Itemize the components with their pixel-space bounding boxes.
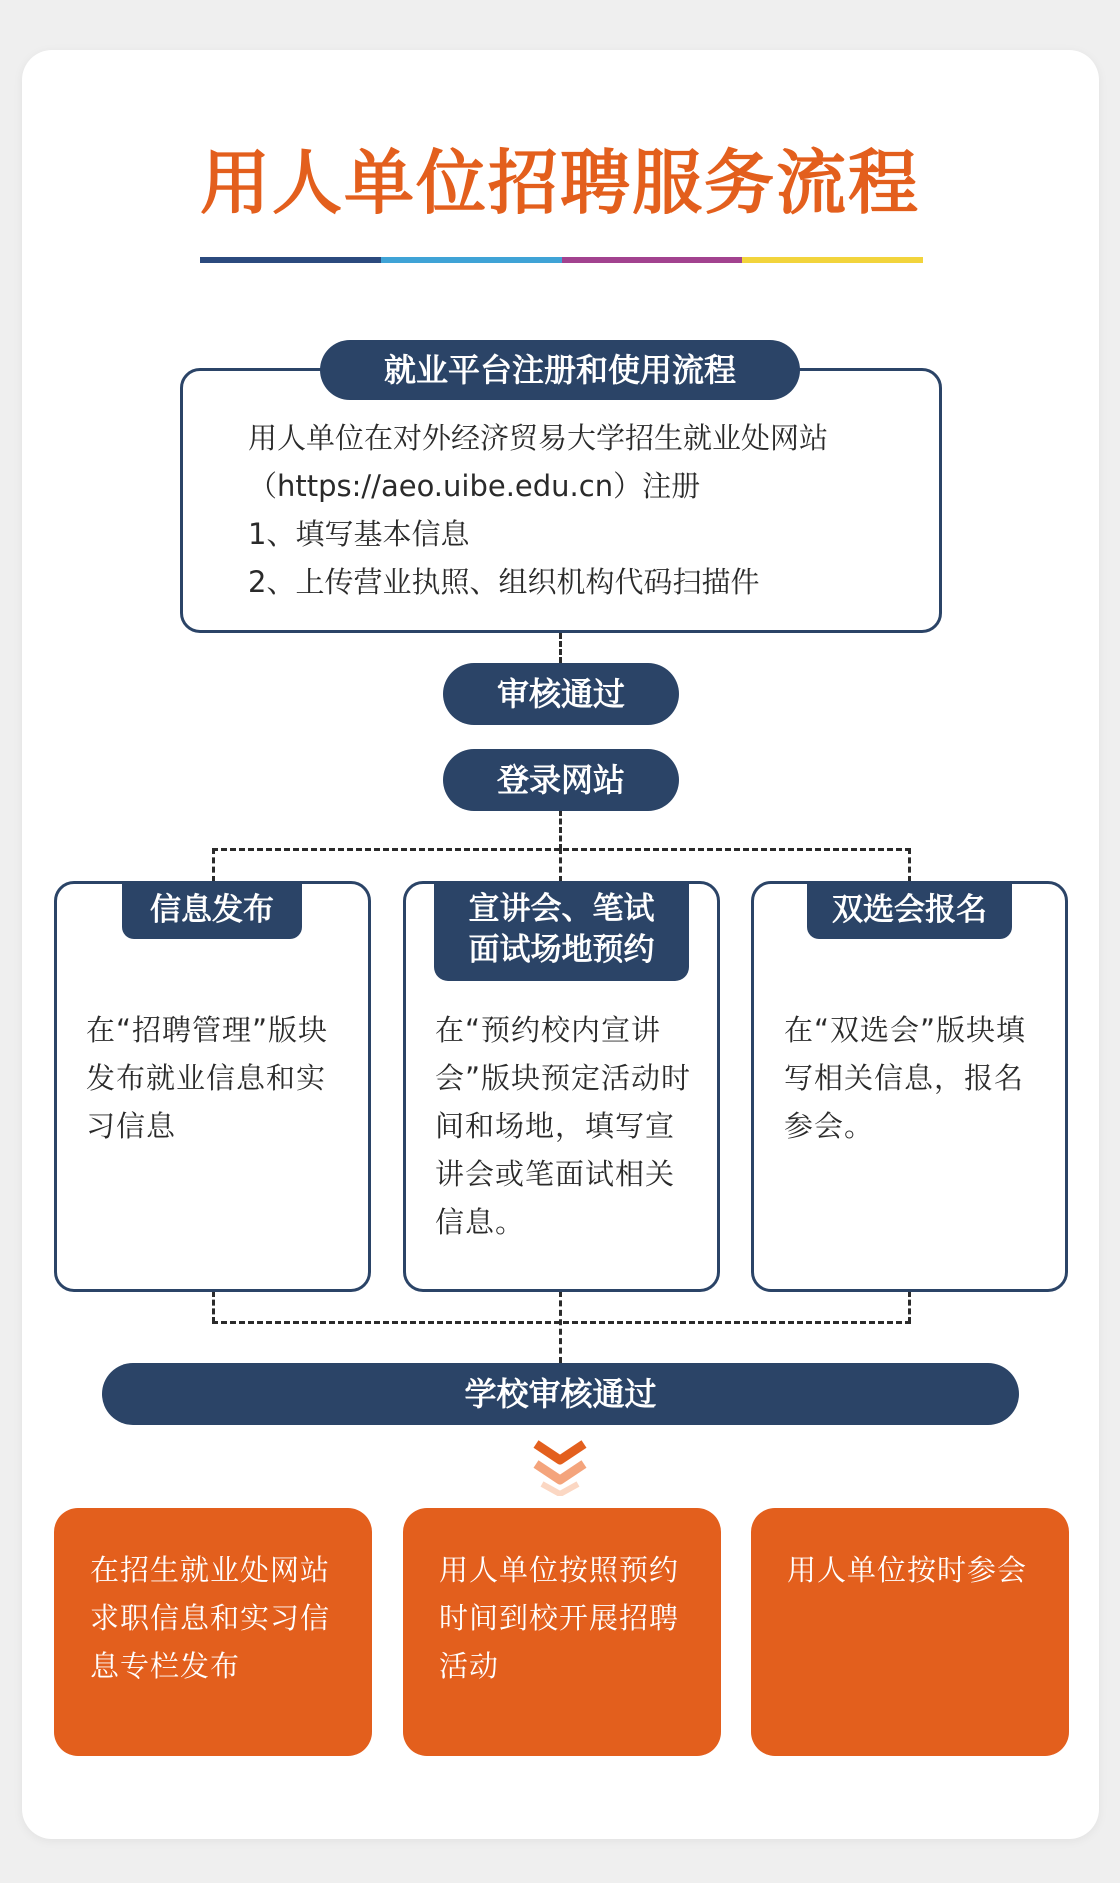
venue-booking-tab [434, 881, 689, 981]
venue-booking-tab-line: 宣讲会、笔试 [468, 891, 655, 927]
registration-line: 1、填写基本信息 [248, 517, 470, 551]
page-title: 用人单位招聘服务流程 [200, 142, 920, 224]
registration-line: （https://aeo.uibe.edu.cn）注册 [248, 469, 701, 503]
registration-line: 2、上传营业执照、组织机构代码扫描件 [248, 565, 760, 599]
info-publish-text: 在“招聘管理”版块发布就业信息和实习信息 [86, 1013, 329, 1143]
outcome-box: 用人单位按时参会 [751, 1508, 1069, 1756]
registration-text [248, 414, 828, 606]
outcome-box: 在招生就业处网站求职信息和实习信息专栏发布 [54, 1508, 372, 1756]
info-publish-tab: 信息发布 [122, 881, 302, 939]
connector-line [559, 810, 562, 850]
connector-line [559, 1291, 562, 1363]
registration-header: 就业平台注册和使用流程 [320, 340, 800, 400]
venue-booking-tab-line: 面试场地预约 [468, 932, 655, 968]
job-fair-tab: 双选会报名 [807, 881, 1012, 939]
outcome-box: 用人单位按照预约时间到校开展招聘活动 [403, 1508, 721, 1756]
connector-line [559, 848, 562, 882]
school-review-bar: 学校审核通过 [102, 1363, 1019, 1425]
connector-line [908, 848, 911, 882]
underline-segment [562, 257, 743, 263]
connector-line [559, 633, 562, 663]
connector-line [908, 1291, 911, 1323]
connector-line [212, 1291, 215, 1323]
underline-segment [200, 257, 381, 263]
login-pill: 登录网站 [443, 749, 679, 811]
underline-segment [381, 257, 562, 263]
connector-line [212, 848, 215, 882]
job-fair-text: 在“双选会”版块填写相关信息，报名参会。 [784, 1013, 1027, 1143]
title-underline [200, 257, 923, 263]
underline-segment [742, 257, 923, 263]
double-chevron-down-icon [530, 1438, 590, 1496]
review-passed-pill: 审核通过 [443, 663, 679, 725]
venue-booking-text: 在“预约校内宣讲会”版块预定活动时间和场地，填写宣讲会或笔面试相关信息。 [435, 1013, 692, 1239]
registration-line: 用人单位在对外经济贸易大学招生就业处网站 [248, 421, 829, 455]
